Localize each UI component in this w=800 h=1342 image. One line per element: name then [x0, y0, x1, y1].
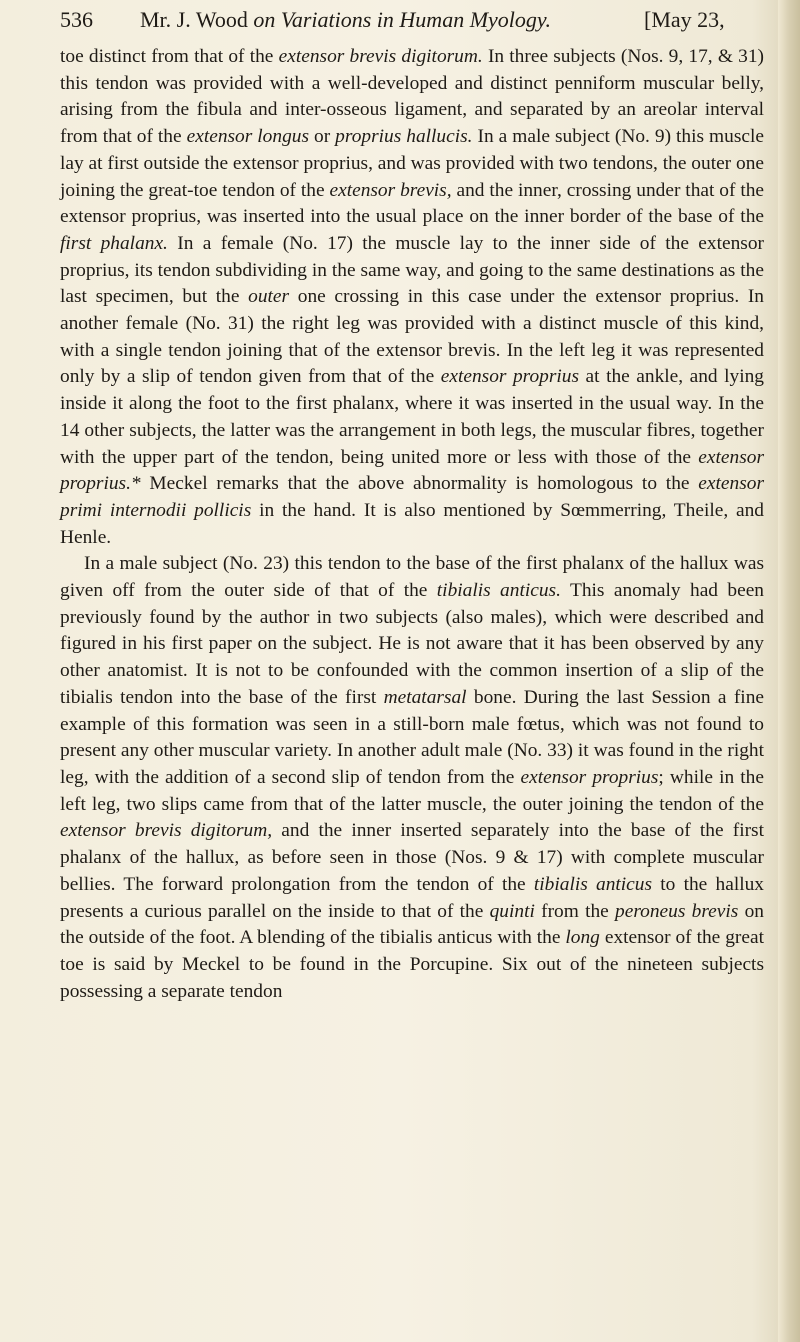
body-text	[60, 44, 764, 1005]
running-title	[140, 2, 551, 38]
italic-term: quinti	[489, 900, 535, 922]
page-number: 536	[60, 7, 93, 32]
italic-term: extensor proprius	[440, 366, 580, 388]
text-run: extensor of the great toe is said by Meckel to be found in the Porcupine. Six out of the nineteen subjects possessing a separate tendon	[60, 927, 764, 1002]
running-title-author: Mr. J. Wood	[140, 7, 254, 32]
text-run: and the inner, crossing under that of the extensor proprius, was inserted into the usual place on the inner border of the base of the	[60, 179, 765, 228]
text-run: This anomaly had been previously found by the author in two subjects (also males), which were described and figured in his first paper on the subject. He is not aware that it has been observed by any other anatomist. It is not to be confounded with the common insertion of a slip of the tibialis tendon into the base of the first	[60, 580, 764, 708]
italic-term: extensor brevis digitorum,	[60, 820, 273, 842]
text-run: In a female (No. 17) the muscle lay to the inner side of the extensor proprius, its tendon subdividing in the same way, and going to the same destinations as the last specimen, but the	[60, 232, 765, 308]
running-date: [May 23,	[644, 7, 725, 32]
page-edge-shadow	[778, 0, 800, 1342]
text-run: at the ankle, and lying inside it along the foot to the first phalanx, where it was inserted in the usual way. In the 14 other subjects, the latter was the arrangement in both legs, the muscular fibres, together with the upper part of the tendon, being united more or less with those of the	[60, 366, 764, 468]
italic-term: extensor proprius	[520, 766, 659, 788]
italic-term: extensor brevis digitorum.	[278, 46, 483, 67]
text-run: Meckel remarks that the above abnormality is homologous to the	[140, 473, 699, 495]
text-run: In a male subject (No. 9) this muscle lay at first outside the extensor proprius, and was provided with two tendons, the outer one joining the great-toe tendon of the	[60, 126, 764, 201]
paragraph	[60, 551, 764, 1005]
text-run: on the outside of the foot. A blending of the tibialis anticus with the	[60, 900, 764, 949]
text-run: toe distinct from that of the	[60, 46, 279, 67]
italic-term: extensor longus	[186, 126, 310, 148]
italic-term: extensor brevis,	[329, 179, 452, 201]
text-run: In a male subject (No. 23) this tendon to the base of the first phalanx of the hallux was given off from the outer side of that of the	[60, 553, 764, 602]
italic-term: first phalanx.	[60, 232, 168, 254]
text-run: from the	[534, 900, 616, 922]
italic-term: outer	[248, 286, 290, 308]
text-run: one crossing in this case under the extensor proprius. In another female (No. 31) the right leg was provided with a distinct muscle of this kind, with a single tendon joining that of the extensor brevis. In the left leg it was represented only by a slip of tendon given from that of the	[60, 286, 764, 388]
text-run: bone. During the last Session a fine example of this formation was seen in a still-born male fœtus, which was not found to present any other muscular variety. In another adult male (No. 33) it was found in the right leg, with the addition of a second slip of tendon from the	[60, 686, 764, 788]
running-title-topic: on Variations in Human Myology.	[253, 7, 551, 32]
italic-term: extensor proprius.*	[60, 446, 764, 495]
italic-term: peroneus brevis	[615, 900, 739, 922]
italic-term: tibialis anticus	[533, 873, 653, 895]
text-run: or	[309, 126, 336, 148]
italic-term: metatarsal	[383, 686, 467, 708]
italic-term: extensor primi internodii pollicis	[60, 473, 764, 521]
italic-term: tibialis anticus.	[436, 580, 561, 602]
paragraph	[60, 44, 764, 551]
text-run: and the inner inserted separately into the base of the first phalanx of the hallux, as before seen in those (Nos. 9 & 17) with complete muscular bellies. The forward prolongation from the tendon of the	[60, 820, 764, 895]
text-run: in the hand. It is also mentioned by Sœmmerring, Theile, and Henle.	[60, 499, 764, 548]
text-run: In three subjects (Nos. 9, 17, & 31) this tendon was provided with a well-developed and distinct penniform muscular belly, arising from the fibula and inter-osseous ligament, and separated by an areolar interval from that of the	[60, 46, 764, 148]
text-run: ; while in the left leg, two slips came from that of the latter muscle, the outer joining the tendon of the	[60, 766, 764, 815]
running-header	[60, 2, 780, 38]
italic-term: proprius hallucis.	[335, 126, 473, 148]
italic-term: long	[565, 927, 600, 949]
text-run: to the hallux presents a curious parallel on the inside to that of the	[60, 873, 764, 922]
